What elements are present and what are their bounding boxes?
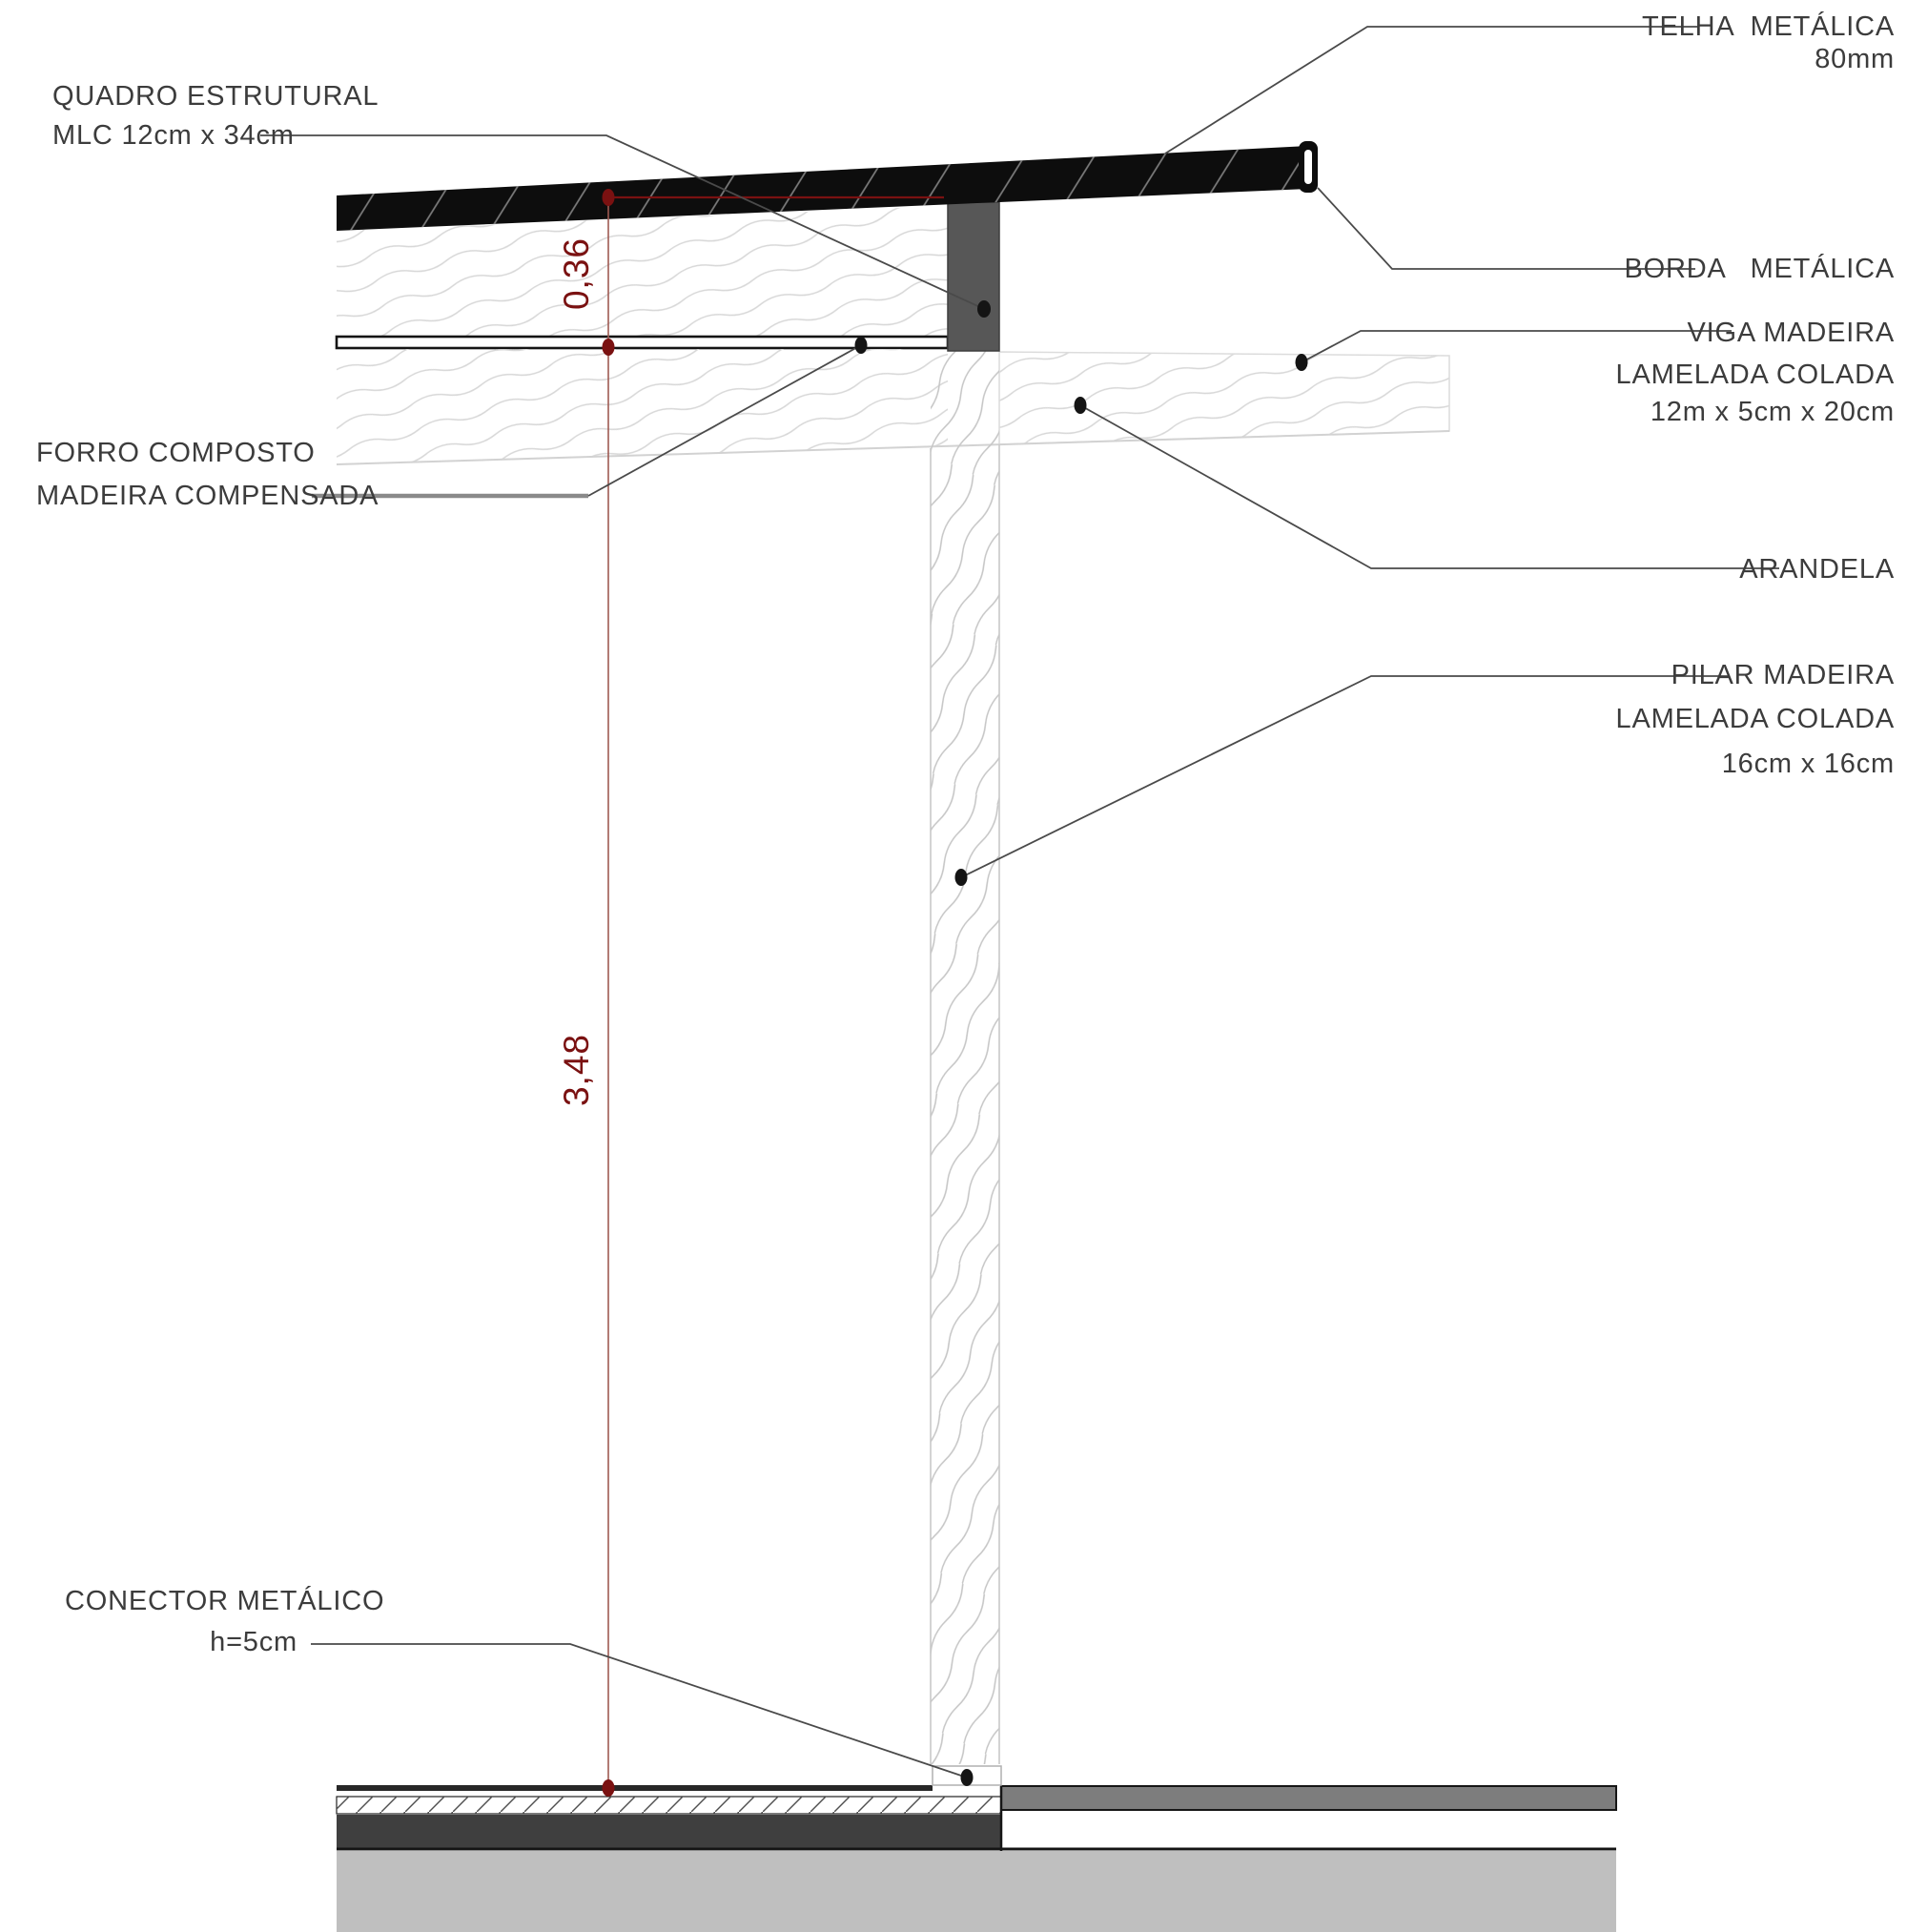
label-forro-line2: MADEIRA COMPENSADA [36,481,379,511]
leader-dot-conector [961,1769,974,1786]
label-viga-line2: LAMELADA COLADA [1615,360,1895,390]
label-viga-line3: 12m x 5cm x 20cm [1650,397,1895,427]
dim-dot-floor [603,1779,615,1797]
slab-layer [337,1815,1001,1850]
label-conector-line1: CONECTOR METÁLICO [65,1586,385,1616]
label-borda-line1: BORDA METÁLICA [1624,254,1895,284]
ground-layer [337,1851,1616,1932]
leader-dot-pilar [955,869,968,886]
structural-block [948,202,999,351]
beam-right [999,352,1449,444]
dim-dot-roof [603,189,615,206]
label-pilar-line2: LAMELADA COLADA [1615,704,1895,734]
deck-layer [1001,1786,1616,1810]
leader-conector [311,1644,967,1778]
label-conector-line2: h=5cm [210,1627,297,1657]
leader-dot-quadro [977,300,991,318]
leader-pilar [961,676,1728,877]
beam-left [337,349,948,464]
dim-text-lower: 3,48 [557,1033,596,1107]
dim-dot-ceiling [603,339,615,356]
label-quadro-line1: QUADRO ESTRUTURAL [52,81,379,112]
label-arandela-line1: ARANDELA [1739,554,1895,585]
column [931,349,999,1764]
label-telha-line2: 80mm [1815,44,1895,74]
label-quadro-line2: MLC 12cm x 34cm [52,120,295,151]
label-pilar-line1: PILAR MADEIRA [1671,660,1895,690]
leader-dot-viga [1296,354,1308,371]
label-telha-line1: TELHA METÁLICA [1641,11,1895,42]
label-viga-line1: VIGA MADEIRA [1687,318,1895,348]
edge-cap-slot [1304,150,1312,184]
dim-text-upper: 0,36 [557,236,596,311]
leader-dot-arandela [1075,397,1087,414]
leader-telha [1165,27,1698,154]
label-forro-line1: FORRO COMPOSTO [36,438,316,468]
floor-top-line [337,1785,933,1791]
leader-dot-forro [855,337,868,354]
label-pilar-line3: 16cm x 16cm [1721,749,1895,779]
screed-hatch [337,1797,1001,1814]
